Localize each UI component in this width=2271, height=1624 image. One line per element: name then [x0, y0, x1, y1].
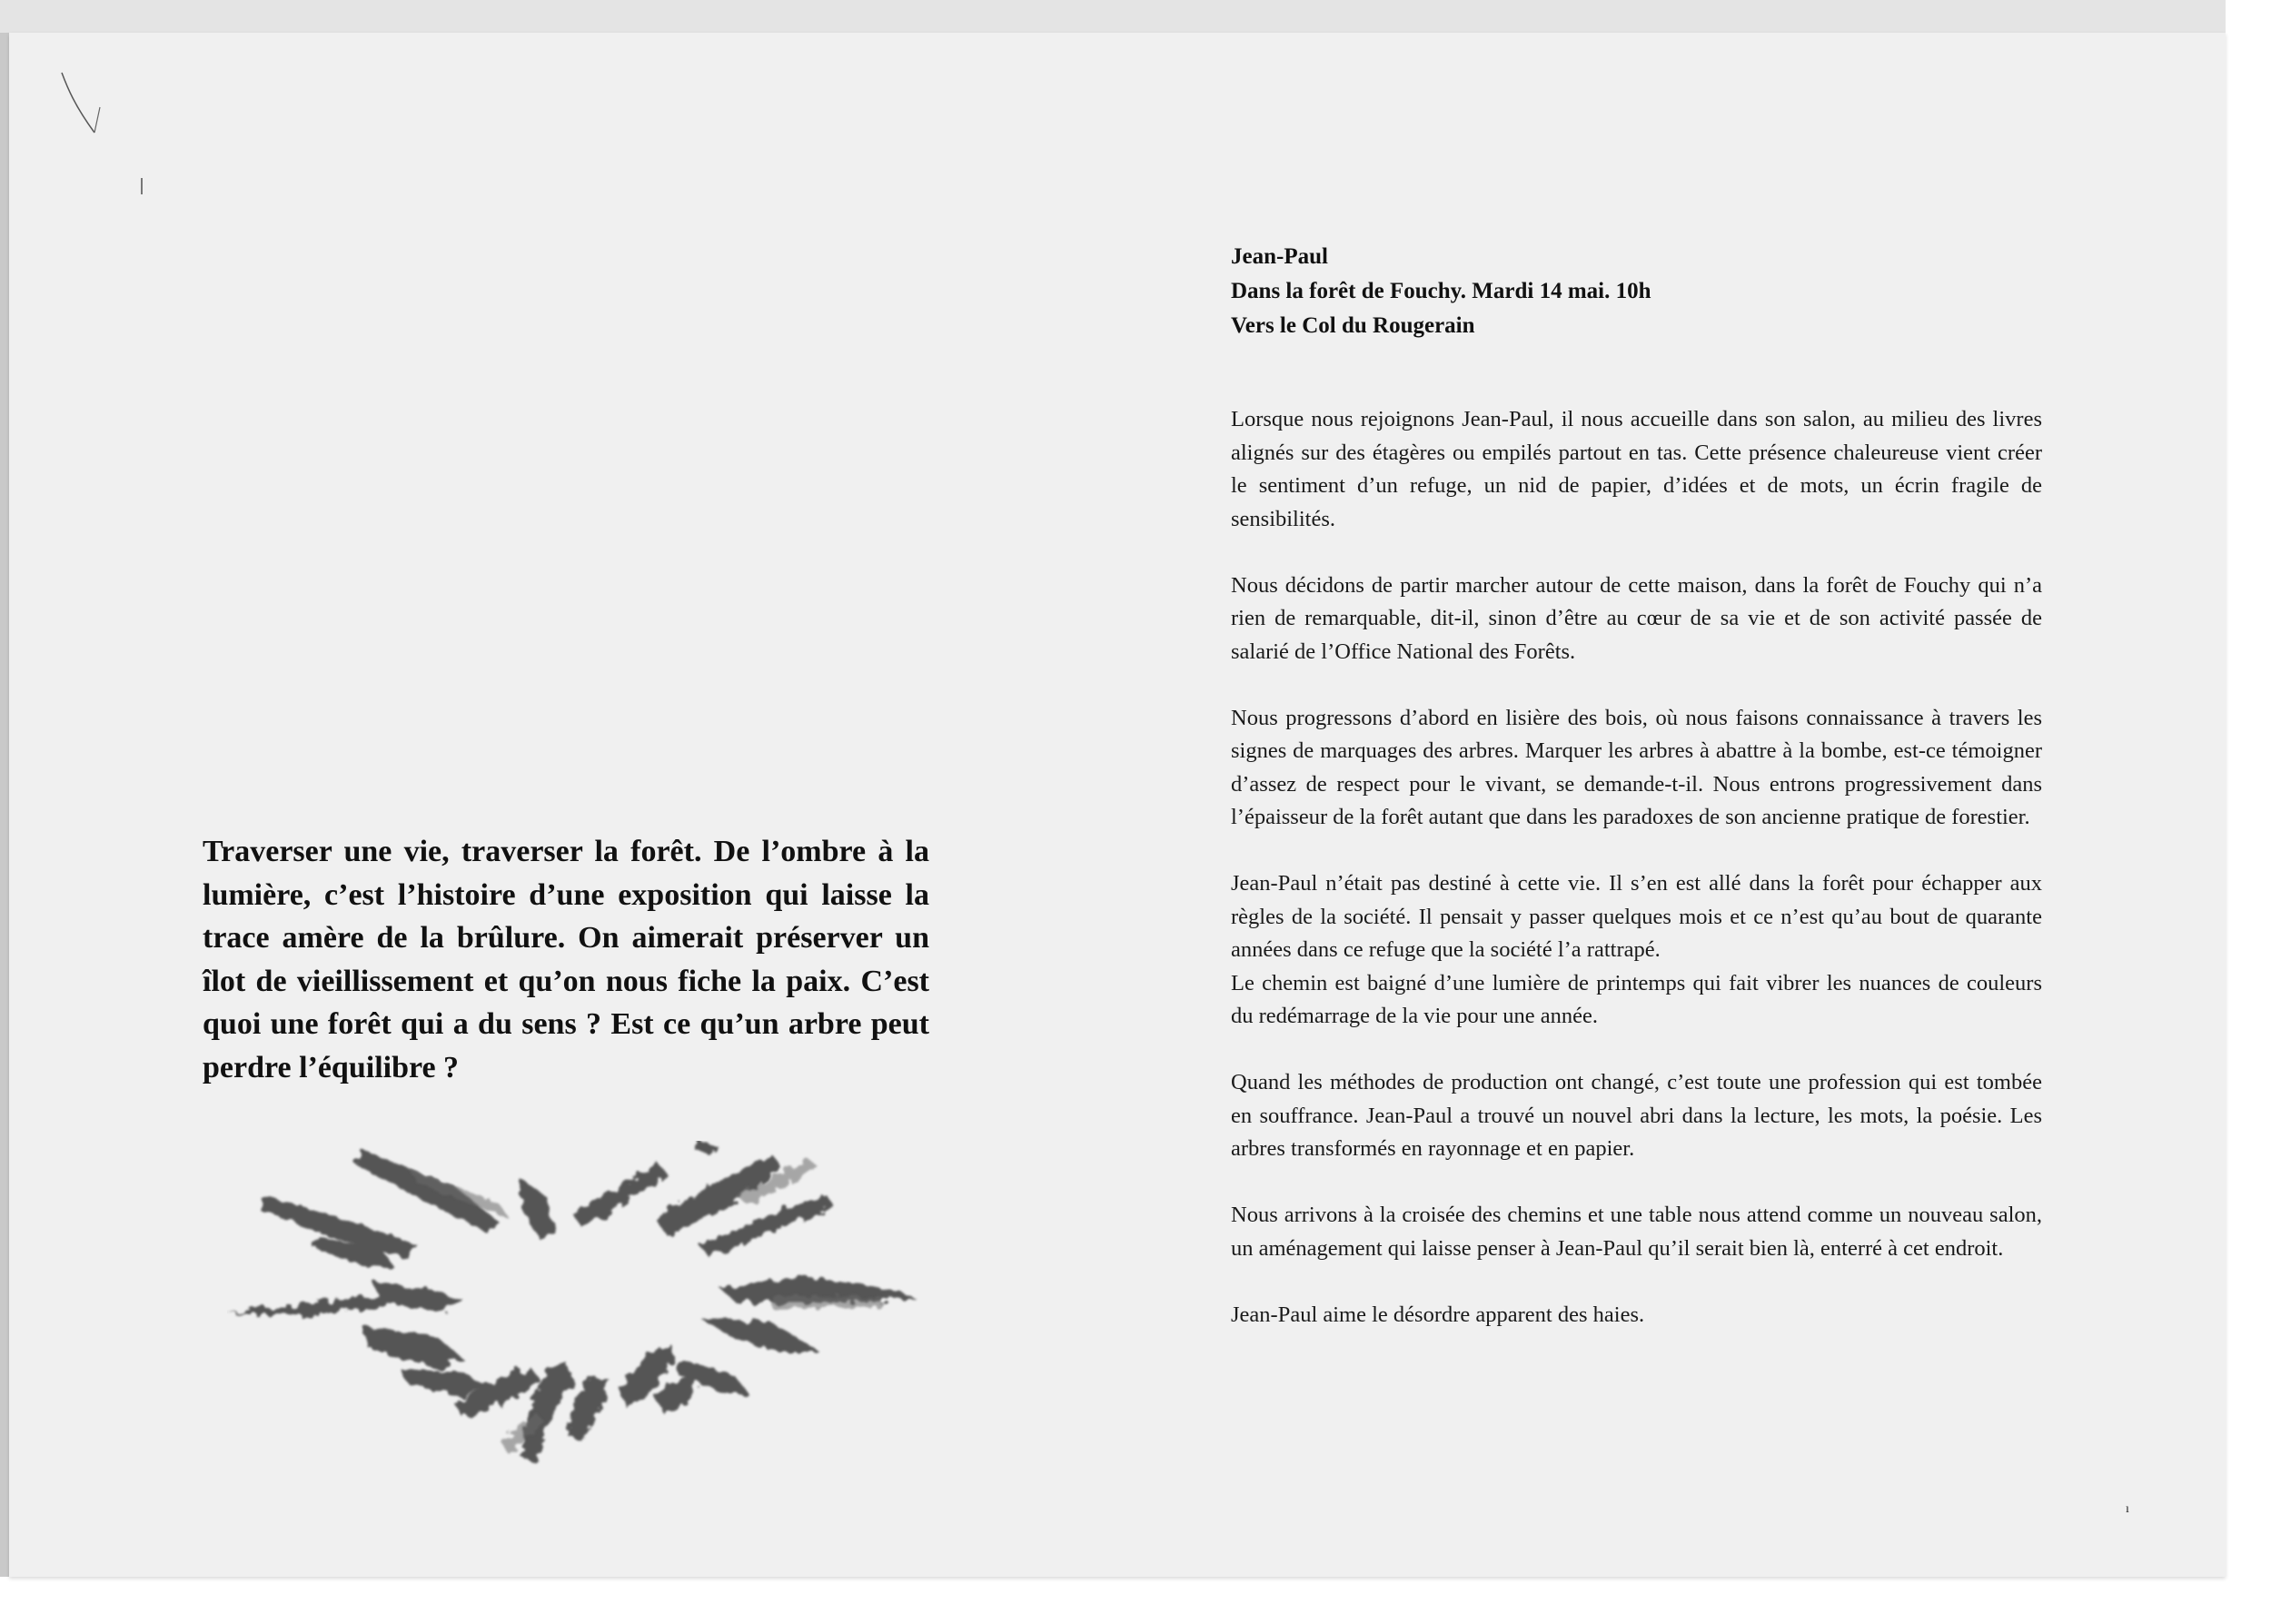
paragraph: Quand les méthodes de production ont changé, c’est toute une profession qui est tombée en souffrance. Jean-Paul a trouvé un nouvel abri dans la lecture, les mots, la poésie. Les arbres transformés en rayonnage et en papier. — [1231, 1070, 2042, 1161]
paragraph: Nous progressons d’abord en lisière des bois, où nous faisons connaissance à travers les signes de marquages des arbres. Marquer les arbres à abattre à la bombe, est-ce témoigner d’assez de respect pour le vivant, se demande-t-il. Nous entrons progressivement dans l’épaisseur de la forêt autant que dans les paradoxes de son ancienne pratique de forestier. — [1231, 705, 2042, 829]
paragraph: Lorsque nous rejoignons Jean-Paul, il nous accueille dans son salon, au milieu des livres alignés sur des étagères ou empilés partout en tas. Cette présence chaleureuse vient créer le sentiment d’un refuge, un nid de papier, d’idées et de mots, un écrin fragile de sensibilités. — [1231, 407, 2042, 531]
entry-destination: Vers le Col du Rougerain — [1231, 313, 1475, 338]
paper-sheet — [9, 33, 2226, 1577]
entry-title: Jean-Paul — [1231, 244, 1328, 269]
background-right — [2226, 0, 2271, 1624]
entry-header — [1231, 240, 1651, 343]
paragraph: Nous décidons de partir marcher autour de cette maison, dans la forêt de Fouchy qui n’a rien de remarquable, dit-il, sinon d’être au cœur de sa vie et de son activité passée de salarié de l’Office National des Forêts. — [1231, 572, 2042, 664]
left-page-quote: Traverser une vie, traverser la forêt. De l’ombre à la lumière, c’est l’histoire d’une exposition qui laisse la trace amère de la brûlure. On aimerait préserver un îlot de vieillissement et qu’on nous fiche la paix. C’est quoi une forêt qui a du sens ? Est ce qu’un arbre peut perdre l’équilibre ? — [203, 835, 929, 1084]
background-top — [0, 0, 2271, 33]
background-bottom — [0, 1577, 2271, 1624]
entry-place-date: Dans la forêt de Fouchy. Mardi 14 mai. 10h — [1231, 279, 1651, 303]
entry-body — [1231, 403, 2042, 1365]
paragraph: Le chemin est baigné d’une lumière de printemps qui fait vibrer les nuances de couleurs du redémarrage de la vie pour une année. — [1231, 970, 2042, 1028]
charcoal-burst-illustration — [227, 1141, 1099, 1504]
paragraph: Nous arrivons à la croisée des chemins et une table nous attend comme un nouveau salon, un aménagement qui laisse penser à Jean-Paul qu’il serait bien là, enterré à cet endroit. — [1231, 1203, 2042, 1261]
page-mark: ı — [2126, 1502, 2129, 1516]
paragraph: Jean-Paul aime le désordre apparent des haies. — [1231, 1302, 1645, 1327]
pencil-mark-icon — [55, 69, 164, 214]
paragraph: Jean-Paul n’était pas destiné à cette vie. Il s’en est allé dans la forêt pour échapper aux règles de la société. Il pensait y passer quelques mois et ce n’est qu’au bout de quarante années dans ce refuge que la société l’a rattrapé. — [1231, 871, 2042, 962]
